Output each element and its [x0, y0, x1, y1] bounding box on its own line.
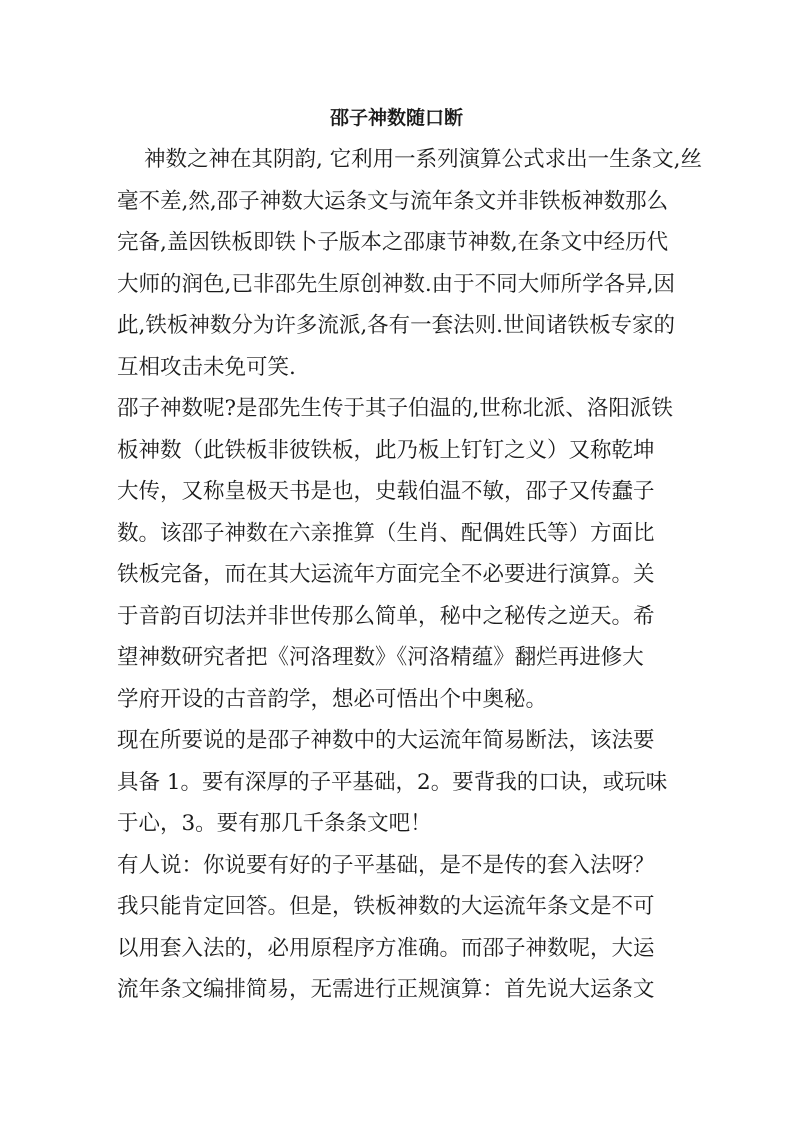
text-line: 学府开设的古音韵学，想必可悟出个中奥秘。 — [117, 686, 548, 712]
text-line: 于心，3。要有那几千条条文吧！ — [117, 811, 432, 836]
text-line: 数。该邵子神数在六亲推算（生肖、配偶姓氏等）方面比 — [117, 520, 655, 546]
text-line: 完备,盖因铁板即铁卜子版本之邵康节神数,在条文中经历代 — [117, 230, 669, 255]
text-line: 邵子神数呢?是邵先生传于其子伯温的,世称北派、洛阳派铁 — [117, 396, 673, 421]
text-line: 铁板完备，而在其大运流年方面完全不必要进行演算。关 — [117, 562, 655, 587]
text-line: 流年条文编排简易，无需进行正规演算：首先说大运条文 — [117, 977, 655, 1002]
text-line: 神数之神在其阴韵, 它利用一系列演算公式求出一生条文,丝 — [144, 147, 703, 172]
text-line: 大师的润色,已非邵先生原创神数.由于不同大师所学各异,因 — [117, 271, 676, 297]
text-line: 于音韵百切法并非世传那么简单，秘中之秘传之逆天。希 — [117, 603, 655, 629]
document-body — [117, 139, 717, 1011]
text-line: 望神数研究者把《河洛理数》《河洛精蕴》翻烂再进修大 — [117, 645, 644, 670]
text-line: 我只能肯定回答。但是，铁板神数的大运流年条文是不可 — [117, 894, 655, 919]
text-line: 现在所要说的是邵子神数中的大运流年简易断法，该法要 — [117, 728, 655, 753]
text-line: 互相攻击未免可笑. — [117, 354, 296, 380]
text-line: 具备 1。要有深厚的子平基础，2。要背我的口诀，或玩味 — [117, 769, 668, 795]
document-title: 邵子神数随口断 — [329, 107, 463, 129]
text-line: 有人说：你说要有好的子平基础，是不是传的套入法呀？ — [117, 852, 655, 878]
text-line: 板神数（此铁板非彼铁板，此乃板上钉钉之义）又称乾坤 — [117, 437, 655, 463]
text-line: 大传，又称皇极天书是也，史载伯温不敏，邵子又传蠢子 — [117, 479, 655, 504]
text-line: 毫不差,然,邵子神数大运条文与流年条文并非铁板神数那么 — [117, 188, 669, 214]
text-line: 此,铁板神数分为许多流派,各有一套法则.世间诸铁板专家的 — [117, 313, 676, 338]
text-line: 以用套入法的，必用原程序方准确。而邵子神数呢，大运 — [117, 935, 655, 961]
